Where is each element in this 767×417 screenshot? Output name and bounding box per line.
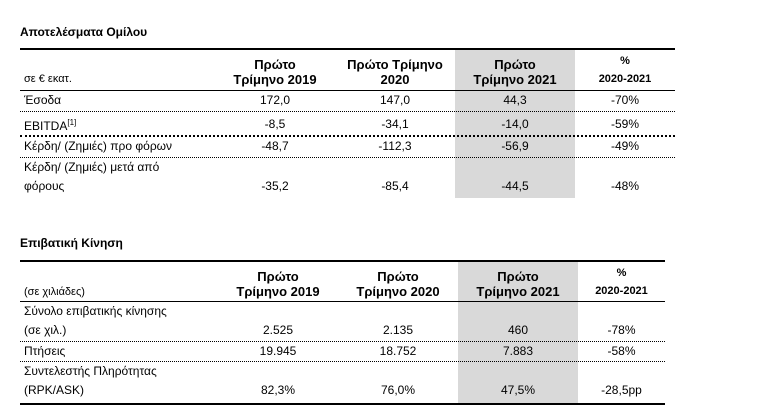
cell-load-2021: 47,5% — [500, 383, 536, 397]
cell-ebitda-2020: -34,1 — [381, 117, 409, 131]
passenger-traffic-title: Επιβατική Κίνηση — [20, 236, 123, 250]
cell-ebitda-2021: -14,0 — [501, 117, 529, 131]
cell-load-2020: 76,0% — [380, 383, 416, 397]
col-header-q1-2021: Πρώτο Τρίμηνο 2021 — [476, 269, 560, 299]
cell-pat-2021: -44,5 — [501, 179, 529, 193]
cell-load-2019: 82,3% — [260, 383, 296, 397]
cell-flights-2020: 18.752 — [379, 344, 417, 358]
cell-traffic-2021: 460 — [507, 323, 529, 337]
row-label-ebitda: EBITDA[1] — [24, 118, 77, 133]
cell-revenue-2021: 44,3 — [503, 93, 527, 107]
row-label-revenue: Έσοδα — [24, 93, 62, 107]
top-rule — [20, 260, 665, 262]
row-label-load-factor-line2: (RPK/ASK) — [24, 383, 85, 397]
row-label-load-factor-line1: Συντελεστής Πληρότητας — [24, 364, 157, 378]
unit-label: (σε χιλιάδες) — [24, 286, 85, 298]
cell-flights-2021: 7.883 — [502, 344, 534, 358]
cell-flights-pct: -58% — [607, 344, 636, 358]
col-header-q1-2021: Πρώτο Τρίμηνο 2021 — [473, 57, 557, 87]
col-header-q1-2020: Πρώτο Τρίμηνο 2020 — [356, 269, 440, 299]
passenger-traffic-table — [20, 260, 665, 405]
unit-label: σε € εκατ. — [24, 73, 72, 85]
cell-revenue-pct: -70% — [610, 93, 639, 107]
row-label-total-traffic-line1: Σύνολο επιβατικής κίνησης — [24, 304, 167, 318]
cell-pat-2020: -85,4 — [381, 179, 409, 193]
cell-revenue-2020: 147,0 — [379, 93, 411, 107]
top-rule — [20, 48, 675, 50]
row-label-pat-line1: Κέρδη/ (Ζημιές) μετά από — [24, 160, 160, 174]
row-divider — [20, 111, 675, 112]
row-label-pat-line2: φόρους — [24, 179, 65, 193]
cell-traffic-2019: 2.525 — [262, 323, 294, 337]
cell-pbt-2020: -112,3 — [378, 139, 412, 153]
cell-pbt-pct: -49% — [610, 139, 639, 153]
cell-ebitda-2019: -8,5 — [264, 117, 286, 131]
cell-pat-pct: -48% — [610, 179, 639, 193]
col-header-q1-2019: Πρώτο Τρίμηνο 2019 — [233, 57, 317, 87]
col-header-pct: % 2020-2021 — [598, 55, 652, 85]
footnote-link[interactable]: [1] — [67, 118, 77, 127]
group-results-title: Αποτελέσματα Ομίλου — [20, 25, 148, 39]
row-label-total-traffic-line2: (σε χιλ.) — [24, 323, 67, 337]
row-label-pbt: Κέρδη/ (Ζημιές) προ φόρων — [24, 139, 173, 153]
cell-flights-2019: 19.945 — [259, 344, 297, 358]
cell-load-pct: -28,5pp — [601, 383, 642, 397]
cell-traffic-pct: -78% — [607, 323, 636, 337]
group-results-table — [20, 48, 675, 198]
cell-pbt-2019: -48,7 — [261, 139, 289, 153]
cell-revenue-2019: 172,0 — [259, 93, 291, 107]
bottom-rule — [20, 403, 665, 405]
cell-pbt-2021: -56,9 — [501, 139, 529, 153]
cell-traffic-2020: 2.135 — [382, 323, 414, 337]
col-header-q1-2020: Πρώτο Τρίμηνο 2020 — [347, 57, 443, 87]
col-header-q1-2019: Πρώτο Τρίμηνο 2019 — [236, 269, 320, 299]
row-label-flights: Πτήσεις — [24, 344, 66, 358]
col-header-pct: % 2020-2021 — [595, 267, 648, 297]
cell-pat-2019: -35,2 — [261, 179, 289, 193]
cell-ebitda-pct: -59% — [610, 117, 639, 131]
